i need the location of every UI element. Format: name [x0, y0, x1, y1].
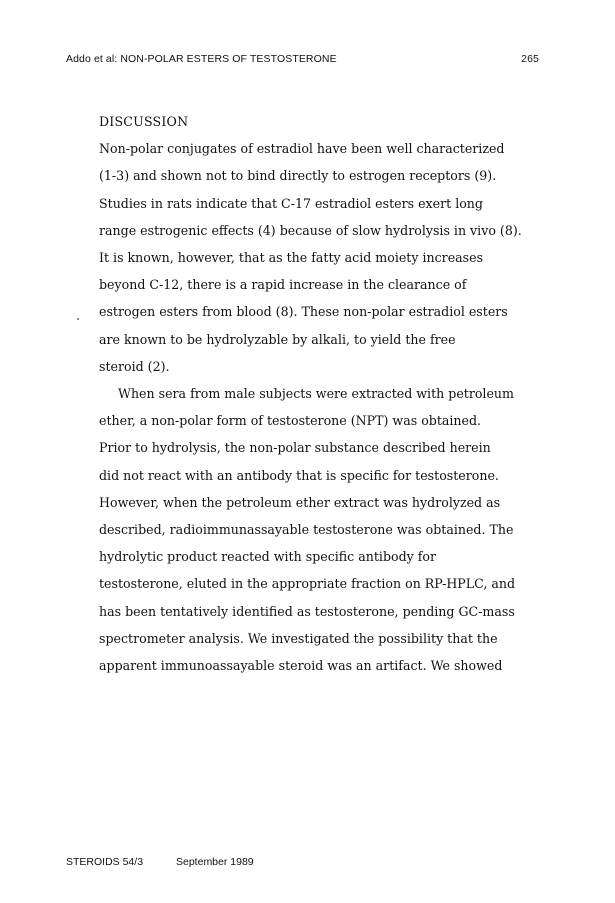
- text-line: Studies in rats indicate that C-17 estradiol esters exert long: [99, 195, 483, 211]
- text-line: spectrometer analysis. We investigated the possibility that the: [99, 630, 498, 646]
- paragraph-2: [99, 380, 549, 679]
- running-head: [66, 53, 539, 69]
- text-line: It is known, however, that as the fatty acid moiety increases: [99, 250, 484, 266]
- text-line: described, radioimmunassayable testosterone was obtained. The: [99, 522, 514, 538]
- text-line: Prior to hydrolysis, the non-polar substance described herein: [99, 440, 491, 456]
- text-line: are known to be hydrolyzable by alkali, to yield the free: [99, 331, 456, 347]
- journal-citation: STEROIDS 54/3: [66, 856, 144, 868]
- text-line: beyond C-12, there is a rapid increase in the clearance of: [99, 277, 467, 293]
- text-line: has been tentatively identified as testosterone, pending GC-mass: [99, 603, 515, 619]
- text-line: (1-3) and shown not to bind directly to estrogen receptors (9).: [99, 168, 497, 184]
- text-line: testosterone, eluted in the appropriate fraction on RP-HPLC, and: [99, 576, 516, 592]
- text-line: estrogen esters from blood (8). These non-polar estradiol esters: [99, 304, 508, 320]
- text-line: hydrolytic product reacted with specific antibody for: [99, 549, 437, 565]
- text-line: range estrogenic effects (4) because of slow hydrolysis in vivo (8).: [99, 222, 522, 238]
- running-title: Addo et al: NON-POLAR ESTERS OF TESTOSTERONE: [66, 53, 337, 65]
- issue-date: September 1989: [176, 856, 254, 868]
- text-line: When sera from male subjects were extracted with petroleum: [118, 386, 514, 402]
- article-body: [99, 108, 549, 679]
- text-line: ether, a non-polar form of testosterone (NPT) was obtained.: [99, 413, 482, 429]
- text-line: Non-polar conjugates of estradiol have been well characterized: [99, 141, 505, 157]
- paragraph-1: [99, 135, 549, 380]
- section-heading: DISCUSSION: [99, 114, 189, 129]
- text-line: apparent immunoassayable steroid was an artifact. We showed: [99, 658, 503, 674]
- text-line: However, when the petroleum ether extract was hydrolyzed as: [99, 494, 501, 510]
- text-line: did not react with an antibody that is specific for testosterone.: [99, 467, 499, 483]
- scan-speck: [77, 318, 79, 320]
- page-footer: [66, 856, 366, 872]
- page-number: 265: [521, 53, 539, 65]
- text-line: steroid (2).: [99, 358, 170, 374]
